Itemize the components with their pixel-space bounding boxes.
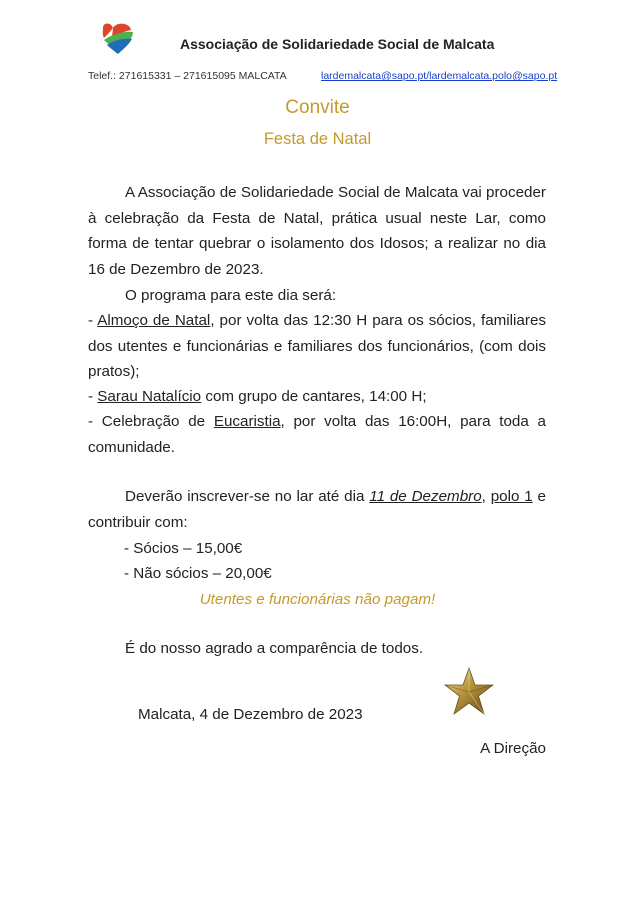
contact-phone-line: Telef.: 271615331 – 271615095 MALCATA: [88, 70, 287, 82]
program-item-lunch-line3: pratos);: [88, 363, 140, 380]
org-logo-icon: [100, 22, 136, 56]
program-item-mass: [88, 413, 546, 430]
contact-email-links[interactable]: lardemalcata@sapo.pt/lardemalcata.polo@sapo.pt: [321, 70, 558, 82]
signature: A Direção: [480, 740, 546, 757]
item-prefix: -: [88, 312, 98, 329]
item-highlight: Almoço de Natal: [97, 312, 211, 329]
registration-line: [125, 488, 546, 505]
fee-non-members: - Não sócios – 20,00€: [124, 565, 272, 582]
registration-sep: ,: [481, 488, 491, 505]
item-highlight: Eucaristia: [213, 413, 281, 430]
registration-prefix: Deverão inscrever-se no lar até dia: [125, 488, 370, 505]
item-rest: , por volta das 16:00H, para toda a: [280, 413, 546, 430]
gold-star-icon: [444, 666, 494, 716]
registration-date: 11 de Dezembro: [369, 488, 482, 505]
item-prefix: - Celebração de: [88, 413, 214, 430]
program-item-sarau: [88, 388, 427, 405]
item-prefix: -: [88, 388, 98, 405]
registration-suffix: e: [532, 488, 546, 505]
place-date: Malcata, 4 de Dezembro de 2023: [138, 706, 363, 723]
program-item-lunch: [88, 312, 546, 329]
page-title: Convite: [285, 97, 350, 118]
paragraph-line: A Associação de Solidariedade Social de Malcata vai proceder: [125, 184, 546, 201]
item-rest: com grupo de cantares, 14:00 H;: [201, 388, 427, 405]
registration-place: polo 1: [490, 488, 533, 505]
item-highlight: Sarau Natalício: [97, 388, 202, 405]
closing-line: É do nosso agrado a comparência de todos.: [125, 640, 424, 657]
item-rest: , por volta das 12:30 H para os sócios, familiares: [210, 312, 546, 329]
registration-line2: contribuir com:: [88, 514, 188, 531]
page-subtitle: Festa de Natal: [263, 130, 372, 148]
program-item-lunch-line2: dos utentes e funcionárias e familiares dos funcionários, (com dois: [88, 338, 546, 355]
organization-name: Associação de Solidariedade Social de Malcata: [180, 36, 495, 52]
program-item-mass-line2: comunidade.: [88, 439, 175, 456]
program-intro: O programa para este dia será:: [125, 287, 337, 304]
paragraph-line: à celebração da Festa de Natal, prática usual neste Lar, como: [88, 210, 546, 227]
paragraph-line: 16 de Dezembro de 2023.: [88, 261, 264, 278]
free-note: Utentes e funcionárias não pagam!: [199, 591, 436, 608]
fee-members: - Sócios – 15,00€: [124, 540, 243, 557]
paragraph-line: forma de tentar quebrar o isolamento dos Idosos; a realizar no dia: [88, 235, 546, 252]
